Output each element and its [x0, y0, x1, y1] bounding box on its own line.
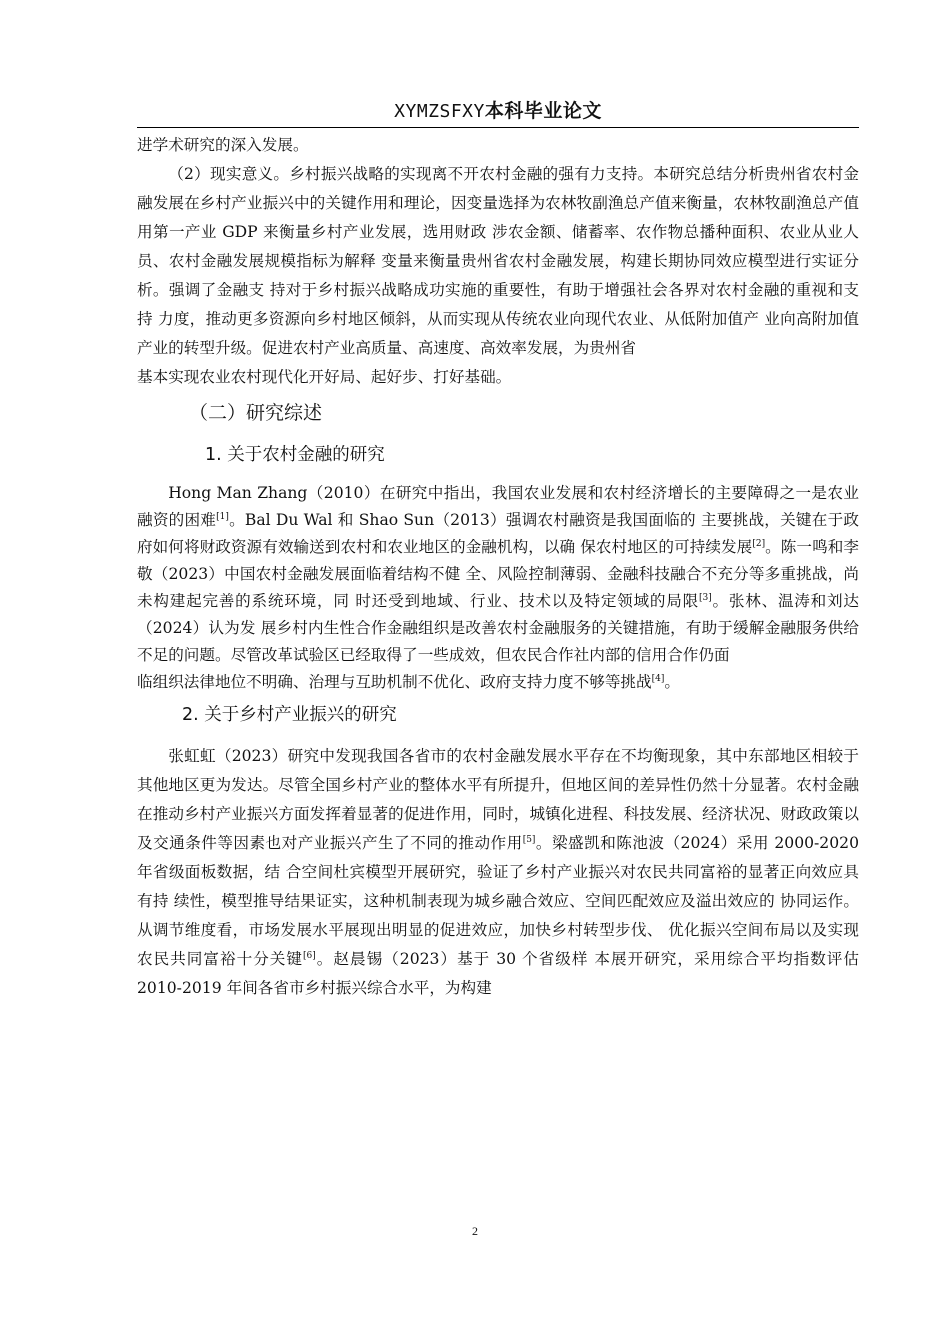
header-rule [137, 127, 859, 128]
citation-ref: [4] [651, 673, 665, 684]
text-segment: Hong Man Zhang（2010）在研究中指出，我国农业发展和农村经济增长的主要障碍之一是农业融资的困难 [137, 484, 859, 529]
text-segment: 。陈一鸣和李敬（2023）中国农村金融发展面临着结构不健 全、风险控制薄弱、金融科技融合不充分等多重挑战，尚未构建起完善的系统环境，同 时还受到地域、行业、技术以及特定领域的局限 [137, 538, 859, 610]
citation-ref: [6] [303, 950, 316, 961]
subsection-heading-rural-industry: 2. 关于乡村产业振兴的研究 [182, 705, 397, 725]
subsection-heading-rural-finance: 1. 关于农村金融的研究 [205, 445, 385, 465]
citation-ref: [3] [698, 592, 712, 603]
text-segment: 。 [664, 673, 680, 691]
text-segment: 。赵晨锡（2023）基于 30 个省级样 本展开研究，采用综合平均指数评估 2010-2019 年间各省市乡村振兴综合水平，为构建 [137, 950, 859, 997]
paragraph-rural-industry [137, 742, 859, 1003]
page-body [137, 131, 859, 1003]
text-segment: 。Bal Du Wal 和 Shao Sun（2013）强调农村融资是我国面临的 主要挑战，关键在于政府如何将财政资源有效输送到农村和农业地区的金融机构，以确 保农村地区的可持续发展 [137, 511, 859, 556]
text-segment: 张虹虹（2023）研究中发现我国各省市的农村金融发展水平存在不均衡现象，其中东部地区相较于其他地区更为发达。尽管全国乡村产业的整体水平有所提升，但地区间的差异性仍然十分显著。农村金融在推动乡村产业振兴方面发挥着显著的促进作用，同时，城镇化进程、科技发展、经济状况、财政政策以及交通条件等因素也对产业振兴产生了不同的推动作用 [137, 747, 859, 852]
text-segment: 。张林、温涛和刘达（2024）认为发 展乡村内生性合作金融组织是改善农村金融服务的关键措施，有助于缓解金融服务供给 不足的问题。尽管改革试验区已经取得了一些成效，但农民合作社内部的信用合作仍面 [137, 592, 859, 664]
header-code: XYMZSFXY [394, 101, 485, 122]
paragraph-continued: 进学术研究的深入发展。 [137, 136, 309, 154]
section-heading-literature-review: （二）研究综述 [189, 402, 323, 424]
citation-ref: [5] [522, 834, 536, 845]
header-title: 本科毕业论文 [484, 100, 602, 122]
text-segment: 临组织法律地位不明确、治理与互助机制不优化、政府支持力度不够等挑战 [137, 673, 652, 691]
citation-ref: [2] [752, 538, 766, 549]
paragraph-practical-significance: （2）现实意义。乡村振兴战略的实现离不开农村金融的强有力支持。本研究总结分析贵州省农村金融发展在乡村产业振兴中的关键作用和理论，因变量选择为农林牧副渔总产值来衡量，农林牧副渔总产值用第一产业 GDP 来衡量乡村产业发展，选用财政 涉农金额、储蓄率、农作物总播种面积、农业从业人员、农村金融发展规模指标为解释 变量来衡量贵州省农村金融发展，构建长期协同效应模型进行实证分析。强调了金融支 持对于乡村振兴战略成功实施的重要性，有助于增强社会各界对农村金融的重视和支持 力度，推动更多资源向乡村地区倾斜，从而实现从传统农业向现代农业、从低附加值产 业向高附加值产业的转型升级。促进农村产业高质量、高速度、高效率发展，为贵州省 [137, 165, 859, 357]
page-number: 2 [472, 1224, 478, 1238]
paragraph-rural-finance [137, 480, 859, 669]
page-header [137, 96, 859, 123]
paragraph-rural-finance-end [137, 669, 859, 696]
citation-ref: [1] [216, 511, 229, 522]
text-segment: 。梁盛凯和陈池波（2024）采用 2000-2020 年省级面板数据，结 合空间杜宾模型开展研究，验证了乡村产业振兴对农民共同富裕的显著正向效应具有持 续性，模型推导结果证实，这种机制表现为城乡融合效应、空间匹配效应及溢出效应的 协同运作。从调节维度看，市场发展水平展现出明显的促进效应，加快乡村转型步伐、 优化振兴空间布局以及实现农民共同富裕十分关键 [137, 834, 859, 968]
paragraph-practical-significance-end: 基本实现农业农村现代化开好局、起好步、打好基础。 [137, 368, 512, 386]
